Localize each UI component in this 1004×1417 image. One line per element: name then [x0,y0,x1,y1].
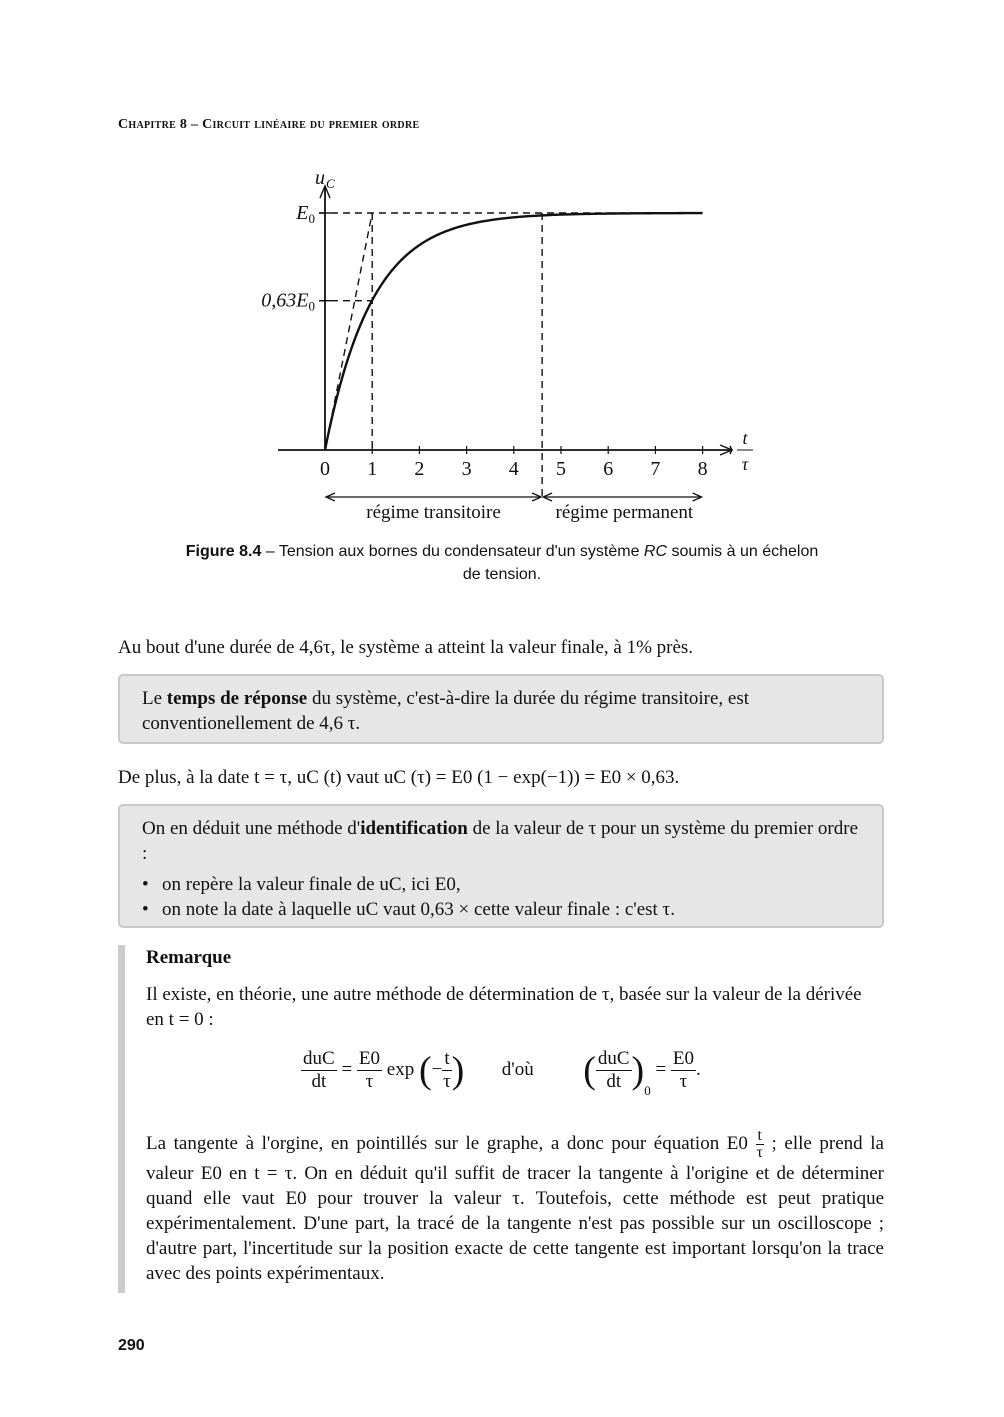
remark-paragraph-2 [146,1128,884,1286]
result-num: E0 [672,1048,695,1069]
mid-fraction [357,1048,382,1093]
figure-label: Figure 8.4 [185,543,262,560]
minus-sign: − [431,1058,443,1080]
series-tangent-line [325,213,372,450]
x-tick-label: 2 [414,458,425,480]
tangent-num: t [757,1127,762,1144]
box2-bold: identification [360,818,468,839]
derivative-equation [146,1038,884,1122]
tangent-fraction [756,1128,764,1161]
exp-func: exp [386,1058,415,1080]
x-tick-label: 4 [508,458,519,480]
paragraph-2: De plus, à la date t = τ, uC (t) vaut uC (τ) = E0 (1 − exp(−1)) = E0 × 0,63. [118,767,680,788]
x-tick-label: 6 [603,458,614,480]
caption-text-1: Tension aux bornes du condensateur d'un système [278,543,644,560]
lhs-den: dt [311,1071,327,1092]
x-tick-label: 7 [650,458,661,480]
x-axis-label-num: t [742,428,748,448]
page-number: 290 [118,1337,145,1354]
response-chart [230,160,790,530]
box2-before: On en déduit une méthode d' [142,818,361,839]
box1-bold: temps de réponse [166,688,308,709]
lhs-num: duC [303,1048,335,1069]
running-header [118,117,419,133]
result-fraction [671,1048,696,1093]
x-tick-label: 3 [461,458,472,480]
box2-after: de la valeur de τ pour un système du premier ordre : [142,818,858,864]
period: . [696,1058,701,1080]
x-tick-label: 5 [556,458,566,480]
remark-p2-after: ; elle prend la valeur E0 en t = τ. On en déduit qu'il suffit de tracer la tangente à l'origine et de déterminer quand elle vaut E0 pour trouver la valeur τ. Toutefois, cette méthode est peut pratique expérimentalement. D'une part, la tracé de la tangente n'est pas possible sur un oscilloscope ; d'autre part, l'incertitude sur la position exacte de cette tangente est important lorsqu'on la trace avec des points expérimentaux. [146,1132,884,1284]
caption-text-2: soumis à un échelon de tension. [462,543,819,583]
y-tick-label: $E_0$ [296,202,315,226]
x-tick-label: 8 [697,458,708,480]
dou-word: d'où [501,1058,534,1080]
rhs-fraction [596,1048,632,1093]
region-label: régime permanent [555,502,694,523]
caption-italic: RC [643,543,668,560]
equals-2: = [655,1058,667,1080]
inner-fraction [442,1048,451,1093]
inner-num: t [444,1048,450,1069]
paren-close-2: ) [631,1049,645,1092]
figure-caption [180,540,824,586]
lhs-fraction [301,1048,337,1093]
mid-den: τ [365,1071,374,1092]
x-tick-label: 1 [367,458,378,480]
paren-close: ) [451,1049,465,1092]
remark-p2-before: La tangente à l'orgine, en pointillés sur le graphe, a donc pour équation E0 [146,1132,756,1154]
box1-before: Le [142,688,167,709]
paren-open-2: ( [583,1049,596,1092]
highlight-box-identification [118,804,884,928]
mid-num: E0 [358,1048,381,1069]
series-response-curve [325,213,703,450]
rhs-den: dt [606,1071,622,1092]
box1-after: du système, c'est-à-dire la durée du régime transitoire, est conventionellement de 4,6 τ. [142,688,750,734]
list-item: • on repère la valeur finale de uC, ici E0, [162,872,860,897]
method-list [142,872,860,922]
paragraph-1: Au bout d'une durée de 4,6τ, le système a atteint la valeur finale, à 1% près. [118,637,694,658]
rhs-num: duC [597,1048,630,1069]
tangent-den: τ [756,1144,763,1161]
x-tick-label: 0 [320,458,330,480]
y-axis-label: u [315,167,325,189]
remark-paragraph-1: Il existe, en théorie, une autre méthode de détermination de τ, basée sur la valeur de la dérivée en t = 0 : [146,984,862,1030]
remark-title: Remarque [146,947,232,968]
inner-den: τ [443,1071,451,1092]
caption-dash: – [265,543,275,560]
y-axis-label-sub: C [326,176,335,191]
chapter-title: Chapitre 8 – Circuit linéaire du premier ordre [118,117,420,132]
result-den: τ [679,1071,688,1092]
paren-open: ( [418,1049,432,1092]
remark-block [118,945,884,1293]
region-label: régime transitoire [366,502,501,523]
list-item: • on note la date à laquelle uC vaut 0,63 × cette valeur finale : c'est τ. [162,897,860,922]
subscript-zero: 0 [644,1082,651,1098]
y-tick-label: $0,63E_0$ [261,289,315,314]
equals-1: = [341,1058,353,1080]
highlight-box-response-time [118,674,884,744]
x-axis-label-den: τ [741,454,749,474]
